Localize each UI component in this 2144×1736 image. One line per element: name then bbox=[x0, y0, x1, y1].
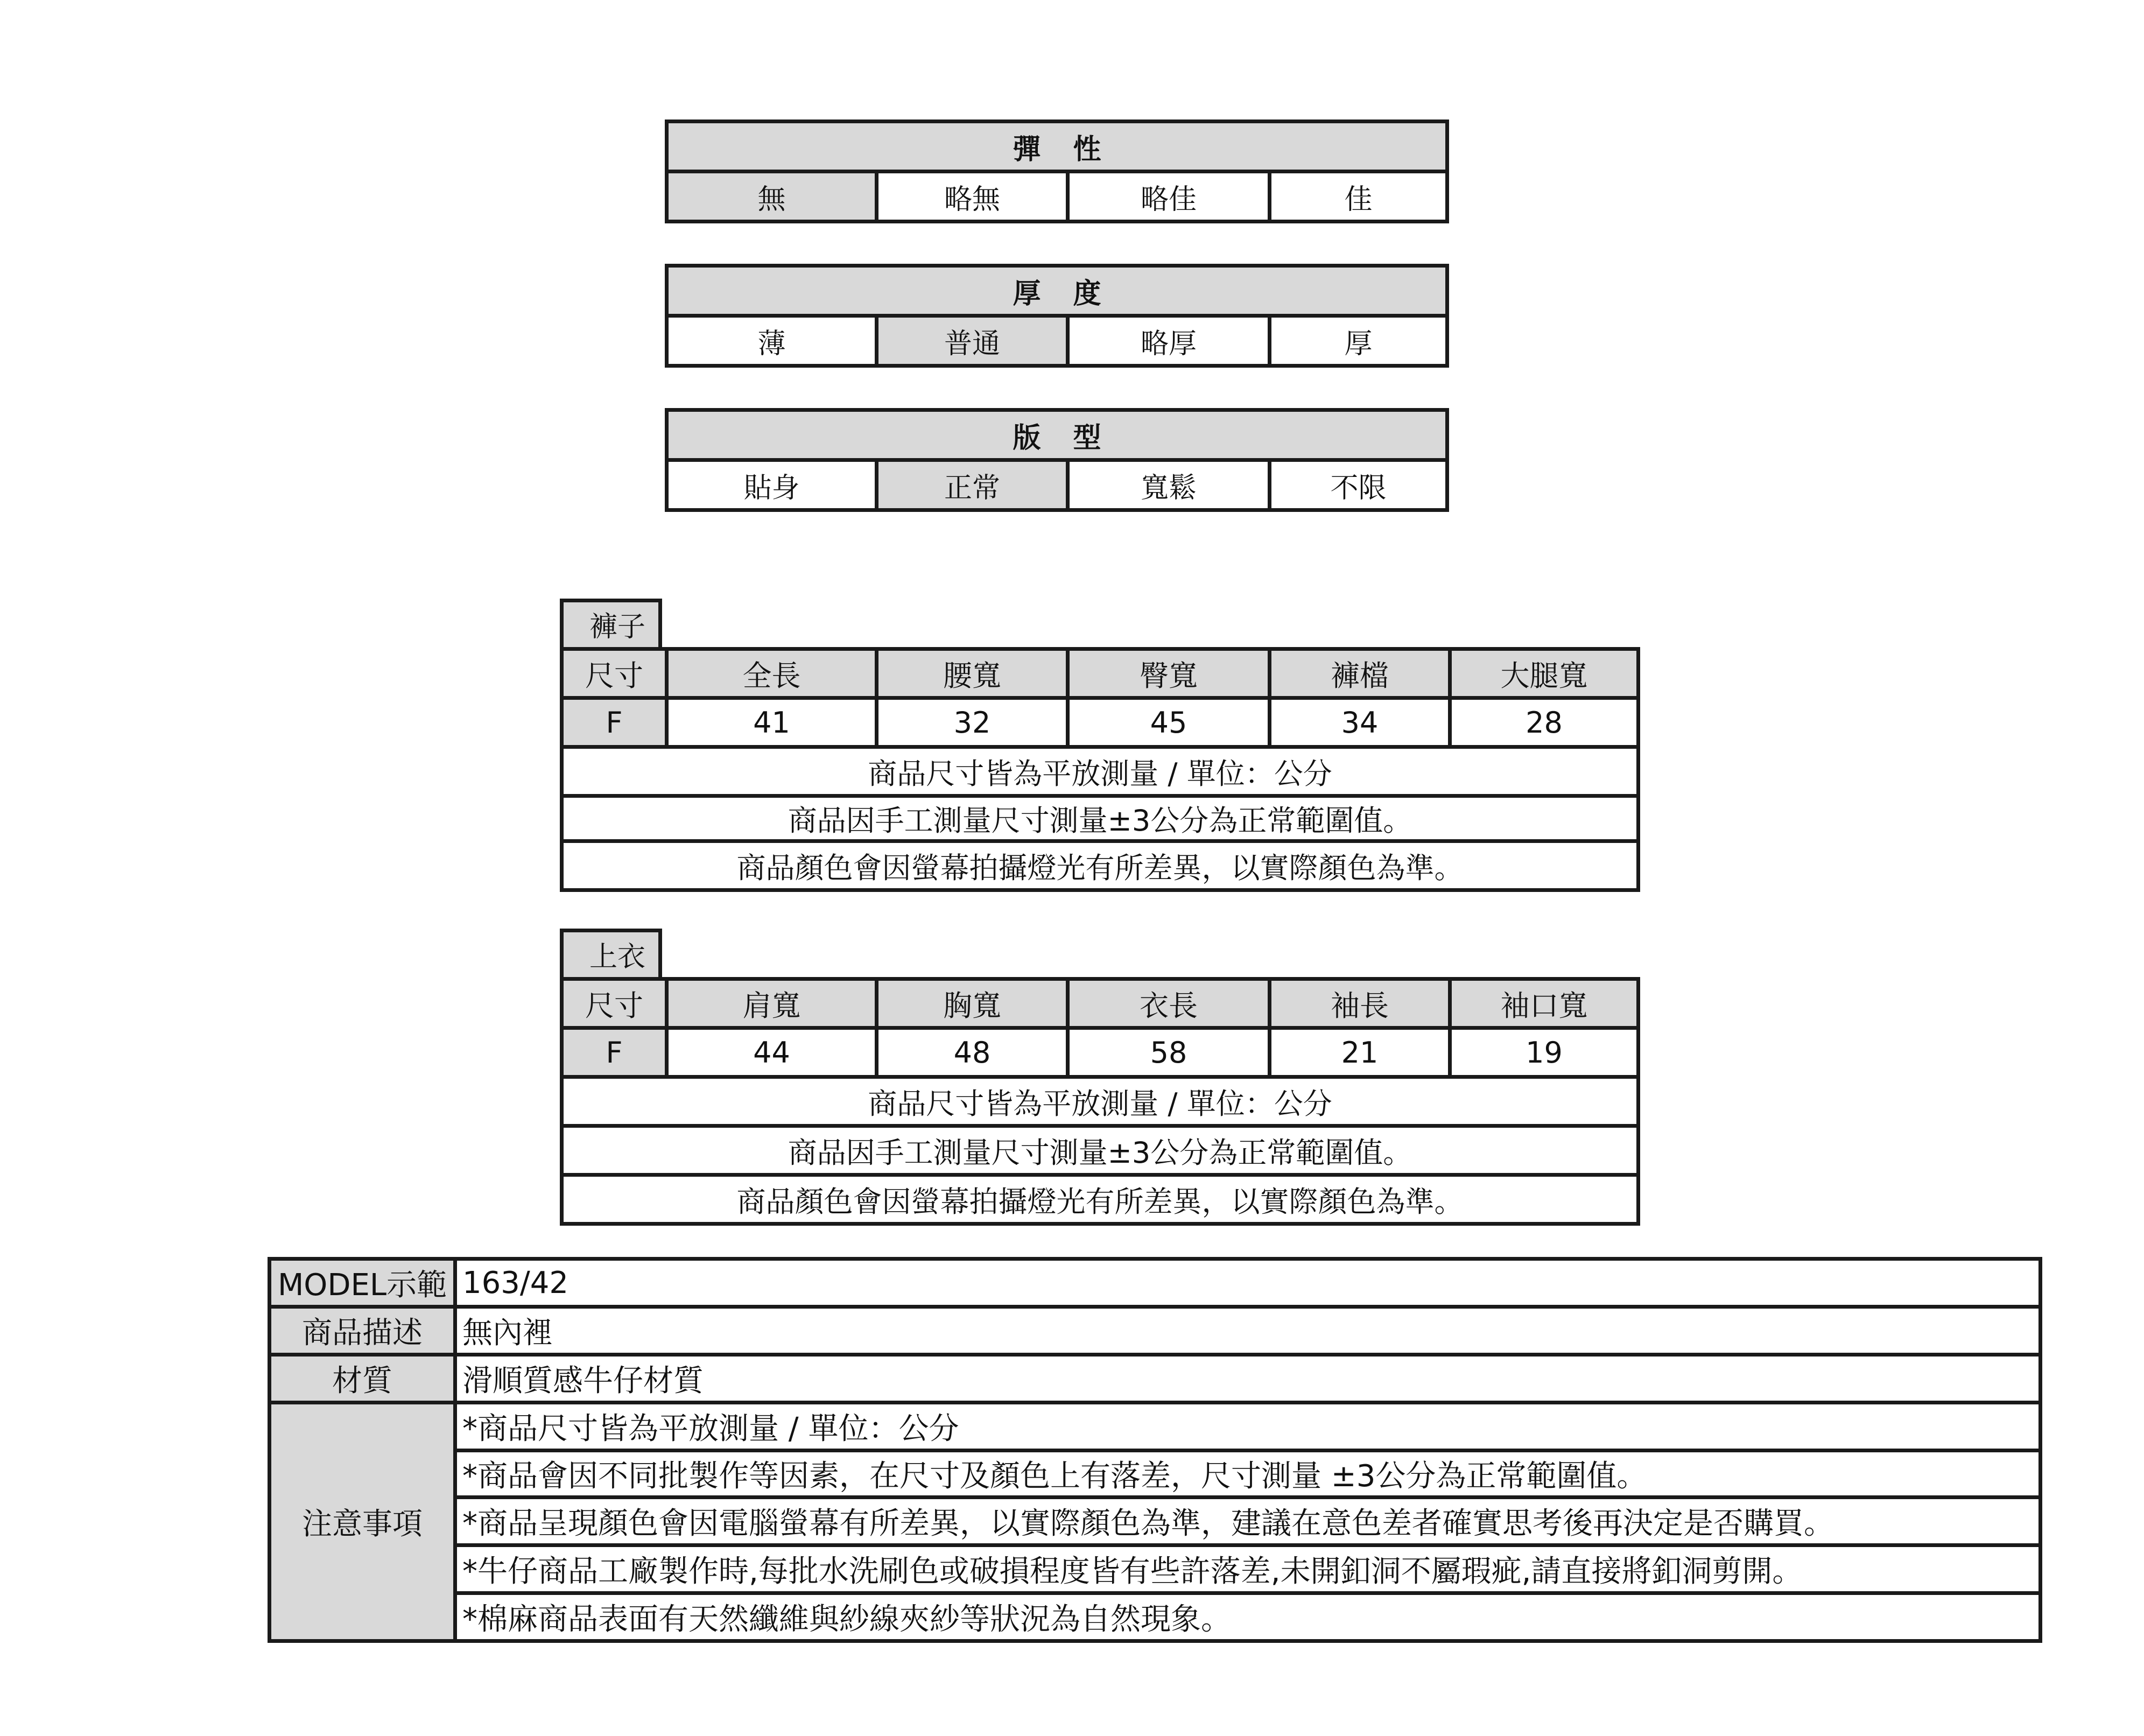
top-cuff-value: 19 bbox=[1450, 1028, 1639, 1077]
pants-waist-value: 32 bbox=[877, 698, 1068, 747]
top-note-1: 商品尺寸皆為平放測量 / 單位：公分 bbox=[562, 1077, 1639, 1126]
top-tab-label: 上衣 bbox=[560, 929, 662, 978]
pants-header-size: 尺寸 bbox=[562, 649, 667, 698]
notice-item: *商品會因不同批製作等因素，在尺寸及顏色上有落差，尺寸測量 ±3公分為正常範圍值。 bbox=[455, 1451, 2041, 1498]
fit-option-slim: 貼身 bbox=[667, 460, 877, 510]
pants-value-row bbox=[562, 698, 1639, 747]
pants-note-3: 商品顏色會因螢幕拍攝燈光有所差異，以實際顏色為準。 bbox=[562, 841, 1639, 890]
pants-note-1: 商品尺寸皆為平放測量 / 單位：公分 bbox=[562, 747, 1639, 796]
product-info-table bbox=[268, 1257, 2042, 1643]
model-value: 163/42 bbox=[455, 1259, 2041, 1307]
top-header-row bbox=[562, 979, 1639, 1028]
pants-full-length-value: 41 bbox=[667, 698, 877, 747]
pants-header-hip: 臀寬 bbox=[1068, 649, 1270, 698]
pants-size-value: F bbox=[562, 698, 667, 747]
fit-table bbox=[665, 408, 1449, 512]
pants-thigh-value: 28 bbox=[1450, 698, 1639, 747]
fit-title: 版型 bbox=[667, 410, 1447, 460]
notice-item: *牛仔商品工廠製作時,每批水洗刷色或破損程度皆有些許落差,未開釦洞不屬瑕疵,請直接將釦洞剪開。 bbox=[455, 1545, 2041, 1593]
elasticity-option-slight-none: 略無 bbox=[877, 172, 1068, 222]
pants-header-rise: 褲檔 bbox=[1270, 649, 1450, 698]
elasticity-title: 彈性 bbox=[667, 122, 1447, 172]
top-value-row bbox=[562, 1028, 1639, 1077]
thickness-option-normal: 普通 bbox=[877, 316, 1068, 366]
top-header-size: 尺寸 bbox=[562, 979, 667, 1028]
top-shoulder-value: 44 bbox=[667, 1028, 877, 1077]
top-sleeve-value: 21 bbox=[1270, 1028, 1450, 1077]
top-header-sleeve: 袖長 bbox=[1270, 979, 1450, 1028]
pants-header-thigh: 大腿寬 bbox=[1450, 649, 1639, 698]
description-value: 無內裡 bbox=[455, 1307, 2041, 1355]
fit-option-any: 不限 bbox=[1270, 460, 1447, 510]
elasticity-option-none: 無 bbox=[667, 172, 877, 222]
material-label: 材質 bbox=[270, 1355, 455, 1403]
top-size-table bbox=[560, 977, 1640, 1226]
top-note-2: 商品因手工測量尺寸測量±3公分為正常範圍值。 bbox=[562, 1126, 1639, 1175]
top-header-cuff: 袖口寬 bbox=[1450, 979, 1639, 1028]
top-length-value: 58 bbox=[1068, 1028, 1270, 1077]
pants-header-full-length: 全長 bbox=[667, 649, 877, 698]
notice-item: *棉麻商品表面有天然纖維與紗線夾紗等狀況為自然現象。 bbox=[455, 1593, 2041, 1641]
fit-option-loose: 寬鬆 bbox=[1068, 460, 1270, 510]
thickness-option-slightly-thick: 略厚 bbox=[1068, 316, 1270, 366]
fit-option-regular: 正常 bbox=[877, 460, 1068, 510]
elasticity-option-good: 佳 bbox=[1270, 172, 1447, 222]
top-note-3: 商品顏色會因螢幕拍攝燈光有所差異，以實際顏色為準。 bbox=[562, 1175, 1639, 1224]
pants-header-waist: 腰寬 bbox=[877, 649, 1068, 698]
notice-item: *商品呈現顏色會因電腦螢幕有所差異，以實際顏色為準，建議在意色差者確實思考後再決定是否購買。 bbox=[455, 1498, 2041, 1545]
notice-item: *商品尺寸皆為平放測量 / 單位：公分 bbox=[455, 1403, 2041, 1451]
top-header-shoulder: 肩寬 bbox=[667, 979, 877, 1028]
elasticity-table bbox=[665, 120, 1449, 223]
pants-size-table bbox=[560, 647, 1640, 892]
pants-tab-label: 褲子 bbox=[560, 599, 662, 648]
top-header-length: 衣長 bbox=[1068, 979, 1270, 1028]
model-label: MODEL示範 bbox=[270, 1259, 455, 1307]
top-size-value: F bbox=[562, 1028, 667, 1077]
top-header-chest: 胸寬 bbox=[877, 979, 1068, 1028]
top-chest-value: 48 bbox=[877, 1028, 1068, 1077]
notice-label: 注意事項 bbox=[270, 1403, 455, 1641]
pants-hip-value: 45 bbox=[1068, 698, 1270, 747]
thickness-title: 厚度 bbox=[667, 266, 1447, 316]
thickness-option-thick: 厚 bbox=[1270, 316, 1447, 366]
thickness-table bbox=[665, 264, 1449, 368]
pants-rise-value: 34 bbox=[1270, 698, 1450, 747]
thickness-option-thin: 薄 bbox=[667, 316, 877, 366]
pants-header-row bbox=[562, 649, 1639, 698]
material-value: 滑順質感牛仔材質 bbox=[455, 1355, 2041, 1403]
description-label: 商品描述 bbox=[270, 1307, 455, 1355]
elasticity-option-slight-good: 略佳 bbox=[1068, 172, 1270, 222]
pants-note-2: 商品因手工測量尺寸測量±3公分為正常範圍值。 bbox=[562, 796, 1639, 841]
